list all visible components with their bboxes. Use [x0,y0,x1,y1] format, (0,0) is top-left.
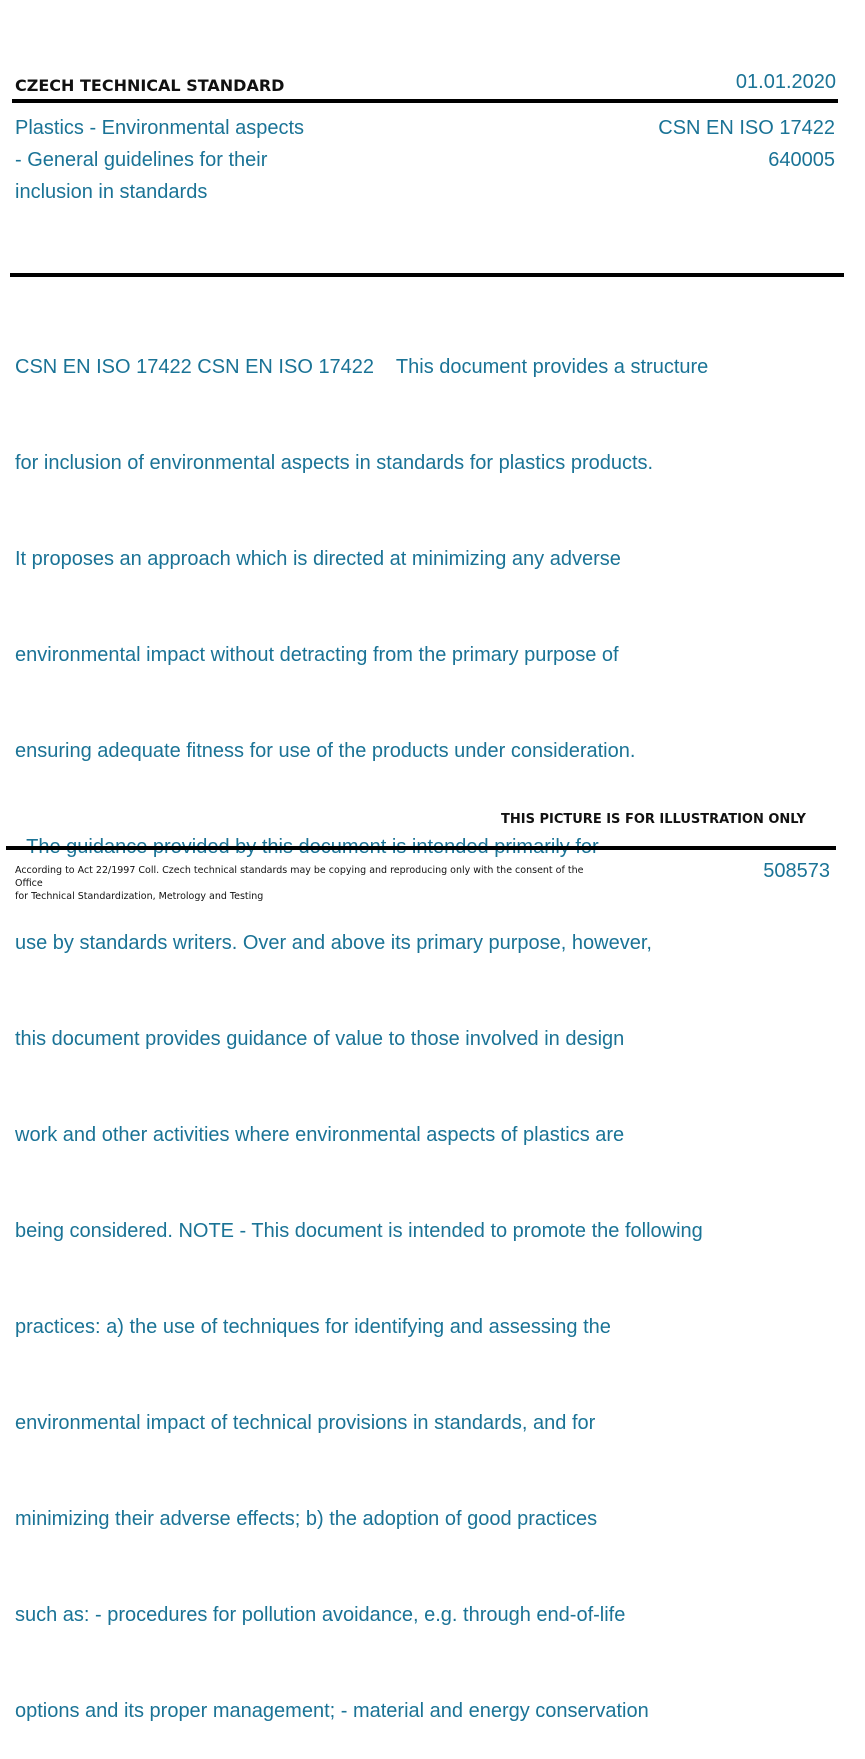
abstract-line: for inclusion of environmental aspects in standards for plastics products. [15,452,654,474]
document-type-heading: CZECH TECHNICAL STANDARD [15,76,285,95]
abstract-line: this document provides guidance of value to those involved in design [15,1028,625,1050]
abstract-line: ensuring adequate fitness for use of the products under consideration. [15,740,636,762]
abstract-line: use by standards writers. Over and above its primary purpose, however, [15,932,652,954]
abstract-line: CSN EN ISO 17422 CSN EN ISO 17422 This document provides a structure [15,356,709,378]
abstract-line: work and other activities where environmental aspects of plastics are [15,1124,625,1146]
abstract-line: being considered. NOTE - This document is intended to promote the following [15,1220,703,1242]
publication-date: 01.01.2020 [735,71,836,93]
standard-title-line: Plastics - Environmental aspects [15,117,305,139]
document-id: 508573 [763,860,830,882]
abstract-line: environmental impact without detracting from the primary purpose of [15,644,619,666]
abstract-line: It proposes an approach which is directed at minimizing any adverse [15,548,621,570]
footer-divider [6,846,836,850]
abstract-line: minimizing their adverse effects; b) the adoption of good practices [15,1508,598,1530]
abstract-line: options and its proper management; - material and energy conservation [15,1700,649,1722]
standard-title [15,112,375,208]
legal-notice [15,864,595,903]
title-divider [10,273,844,277]
header-divider [12,99,838,103]
legal-notice-line: According to Act 22/1997 Coll. Czech technical standards may be copying and reproducing only with the consent of the Office [15,865,584,889]
standard-title-line: inclusion in standards [15,181,208,203]
illustration-note: THIS PICTURE IS FOR ILLUSTRATION ONLY [501,812,806,827]
standard-identifiers [658,112,835,176]
legal-notice-line: for Technical Standardization, Metrology and Testing [15,891,264,902]
abstract-line: such as: - procedures for pollution avoidance, e.g. through end-of-life [15,1604,626,1626]
abstract-text [15,287,775,1759]
abstract-line: environmental impact of technical provisions in standards, and for [15,1412,596,1434]
standard-title-line: - General guidelines for their [15,149,268,171]
abstract-line: practices: a) the use of techniques for identifying and assessing the [15,1316,611,1338]
standard-number: 640005 [768,149,835,171]
standard-code: CSN EN ISO 17422 [658,117,835,139]
